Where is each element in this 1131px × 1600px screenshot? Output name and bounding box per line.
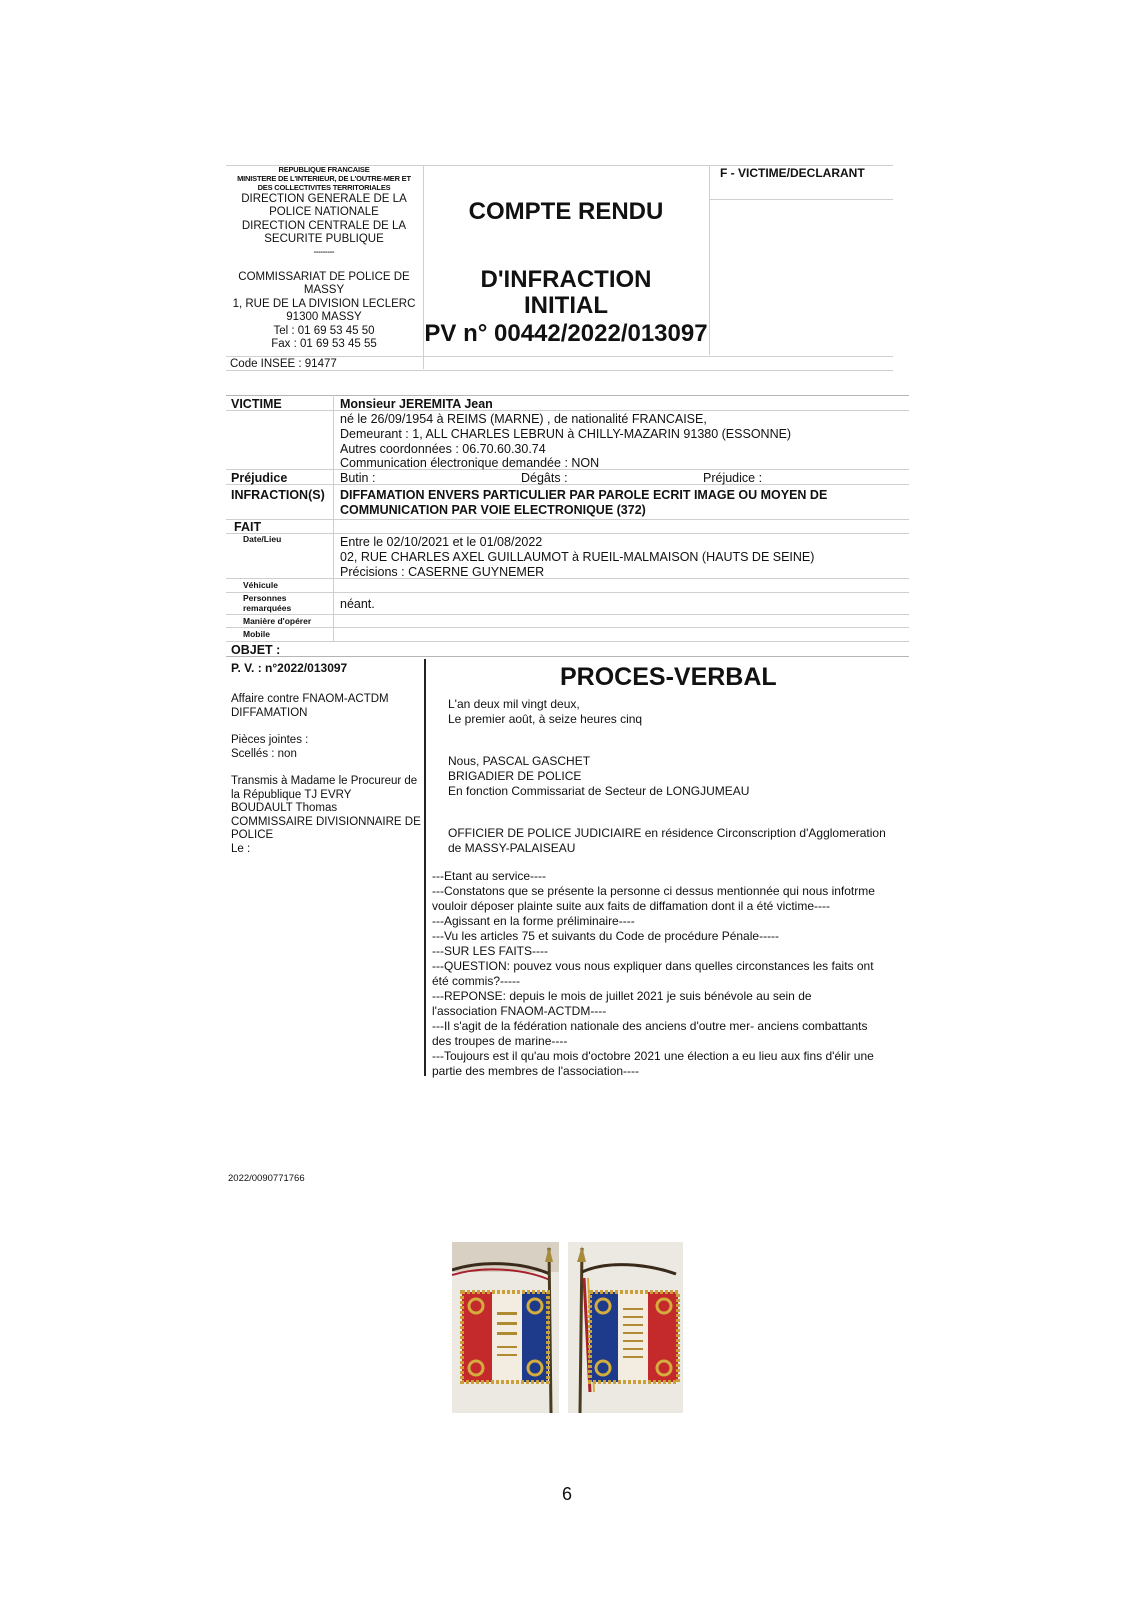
pv-number-title: PV n° 00442/2022/013097 xyxy=(424,320,708,347)
infraction-label: INFRACTION(S) xyxy=(231,488,325,502)
pv-transmis-line-2: la République TJ EVRY xyxy=(231,788,352,801)
header-issuer-block xyxy=(226,166,422,352)
document-title-compte-rendu: COMPTE RENDU xyxy=(468,198,664,225)
header-fax: Fax : 01 69 53 45 55 xyxy=(271,338,377,351)
infraction-line-2: COMMUNICATION PAR VOIE ELECTRONIQUE (372) xyxy=(340,503,646,517)
statement-line: ---Etant au service---- xyxy=(432,869,547,883)
pv-transmis-line-4: COMMISSAIRE DIVISIONNAIRE DE xyxy=(231,815,421,828)
flag-photo-back xyxy=(568,1242,683,1413)
fait-label: FAIT xyxy=(234,520,262,534)
document-title-initial: INITIAL xyxy=(524,292,608,319)
fait-maniere-label: Manière d'opérer xyxy=(243,616,312,626)
fait-personnes-value: néant. xyxy=(340,597,375,611)
pv-le: Le : xyxy=(231,842,251,855)
document-title-infraction: D'INFRACTION xyxy=(480,266,652,293)
prejudice-prejudice: Préjudice : xyxy=(703,471,763,485)
pv-officer-rank: BRIGADIER DE POLICE xyxy=(448,769,582,783)
fait-personnes-label-2: remarquées xyxy=(243,603,292,613)
statement-line: ---Toujours est il qu'au mois d'octobre 2021 une élection a eu lieu aux fins d'élir une xyxy=(432,1049,874,1063)
pv-opj-line-2: de MASSY-PALAISEAU xyxy=(448,841,576,855)
pv-scelles: Scellés : non xyxy=(231,747,297,760)
statement-line: ---SUR LES FAITS---- xyxy=(432,944,548,958)
infraction-line-1: DIFFAMATION ENVERS PARTICULIER PAR PAROLE ECRIT IMAGE OU MOYEN DE xyxy=(340,488,828,502)
pv-officer xyxy=(448,754,749,799)
victim-address: Demeurant : 1, ALL CHARLES LEBRUN à CHILLY-MAZARIN 91380 (ESSONNE) xyxy=(340,427,792,441)
flag-photo-front xyxy=(452,1242,559,1413)
header-postcode: 91300 MASSY xyxy=(286,311,362,324)
statement-line: ---Vu les articles 75 et suivants du Code de procédure Pénale----- xyxy=(432,929,780,943)
page-number: 6 xyxy=(561,1484,572,1504)
statement-line: ---Il s'agit de la fédération nationale des anciens d'outre mer- anciens combattants xyxy=(432,1019,868,1033)
header-ministere: MINISTERE DE L'INTERIEUR, DE L'OUTRE-MER ET xyxy=(237,173,411,183)
header-securite-publique: SECURITE PUBLIQUE xyxy=(264,233,384,246)
header-direction-generale: DIRECTION GENERALE DE LA xyxy=(241,192,407,205)
header-direction-centrale: DIRECTION CENTRALE DE LA xyxy=(241,219,407,232)
header-insee: Code INSEE : 91477 xyxy=(230,358,337,370)
fait-precisions: Précisions : CASERNE GUYNEMER xyxy=(340,565,545,579)
proces-verbal-title: PROCES-VERBAL xyxy=(560,663,777,691)
header-collectivites: DES COLLECTIVITES TERRITORIALES xyxy=(257,182,391,192)
pv-transmis-line-5: POLICE xyxy=(231,829,274,841)
victim-birth: né le 26/09/1954 à REIMS (MARNE) , de nationalité FRANCAISE, xyxy=(340,412,707,426)
victim-declarant-label: F - VICTIME/DECLARANT xyxy=(720,166,865,180)
statement-line: l'association FNAOM-ACTDM---- xyxy=(432,1004,607,1018)
fait-location: 02, RUE CHARLES AXEL GUILLAUMOT à RUEIL-MALMAISON (HAUTS DE SEINE) xyxy=(340,550,815,564)
prejudice-butin: Butin : xyxy=(340,471,376,485)
header-police-nationale: POLICE NATIONALE xyxy=(269,206,379,219)
prejudice-degats: Dégâts : xyxy=(521,471,568,485)
pv-intro-line-1: L'an deux mil vingt deux, xyxy=(448,697,580,711)
fait-vehicule-label: Véhicule xyxy=(243,580,278,590)
document-reference: 2022/0090771766 xyxy=(228,1173,305,1184)
statement-line: ---Agissant en la forme préliminaire---- xyxy=(432,914,635,928)
pv-opj-line-1: OFFICIER DE POLICE JUDICIAIRE en résidence Circonscription d'Agglomeration xyxy=(448,826,886,840)
header-commissariat: COMMISSARIAT DE POLICE DE xyxy=(238,270,410,283)
victim-electronic-communication: Communication électronique demandée : NON xyxy=(340,456,600,470)
pv-opj xyxy=(448,826,886,856)
fait-date-label: Date/Lieu xyxy=(243,534,282,544)
header-city: MASSY xyxy=(303,284,345,297)
victim-label: VICTIME xyxy=(231,397,282,411)
header-address: 1, RUE DE LA DIVISION LECLERC xyxy=(232,297,416,310)
flag-back-illustration xyxy=(568,1242,683,1413)
pv-officer-name: Nous, PASCAL GASCHET xyxy=(448,754,591,768)
pv-statement-body xyxy=(432,869,912,1079)
victim-contact: Autres coordonnées : 06.70.60.30.74 xyxy=(340,442,546,456)
statement-line: des troupes de marine---- xyxy=(432,1034,568,1048)
pv-intro xyxy=(448,697,642,727)
statement-line: ---QUESTION: pouvez vous nous expliquer dans quelles circonstances les faits ont xyxy=(432,959,874,973)
statement-line: vouloir déposer plainte suite aux faits de diffamation dont il a été victime---- xyxy=(432,899,830,913)
objet-label: OBJET : xyxy=(231,643,281,657)
pv-sidebar xyxy=(231,693,421,856)
statement-line: été commis?----- xyxy=(432,974,521,988)
header-republique: REPUBLIQUE FRANCAISE xyxy=(278,165,370,174)
pv-affaire-line-2: DIFFAMATION xyxy=(231,706,308,719)
prejudice-label: Préjudice xyxy=(231,471,288,485)
victim-name: Monsieur JEREMITA Jean xyxy=(340,397,493,411)
header-separator: --------- xyxy=(313,246,335,256)
fait-dates: Entre le 02/10/2021 et le 01/08/2022 xyxy=(340,535,543,549)
fait-mobile-label: Mobile xyxy=(243,629,270,639)
pv-affaire-line-1: Affaire contre FNAOM-ACTDM xyxy=(231,693,389,705)
pv-transmis-line-3: BOUDAULT Thomas xyxy=(231,802,338,814)
header-tel: Tel : 01 69 53 45 50 xyxy=(273,324,375,337)
statement-line: ---REPONSE: depuis le mois de juillet 2021 je suis bénévole au sein de xyxy=(432,989,812,1003)
pv-transmis-line-1: Transmis à Madame le Procureur de xyxy=(231,775,418,787)
pv-officer-function: En fonction Commissariat de Secteur de LONGJUMEAU xyxy=(448,784,750,798)
flag-front-illustration xyxy=(452,1242,559,1413)
pv-pieces-jointes: Pièces jointes : xyxy=(231,734,309,746)
pv-intro-line-2: Le premier août, à seize heures cinq xyxy=(448,712,643,726)
fait-personnes-label-1: Personnes xyxy=(243,593,287,603)
statement-line: ---Constatons que se présente la personne ci dessus mentionnée qui nous infotrme xyxy=(432,884,875,898)
statement-line: partie des membres de l'association---- xyxy=(432,1064,640,1078)
pv-reference: P. V. : n°2022/013097 xyxy=(231,661,348,675)
